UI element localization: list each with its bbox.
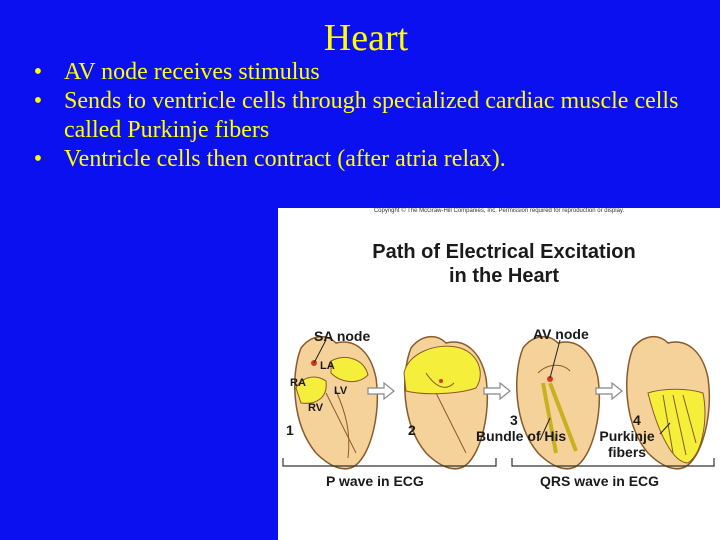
heart-excitation-figure xyxy=(278,208,720,540)
bullet-list xyxy=(28,58,708,174)
bullet-item xyxy=(28,145,708,174)
heart-diagram-art xyxy=(278,208,720,540)
ra-label: RA xyxy=(290,377,306,389)
purkinje-label-line1: Purkinje xyxy=(599,428,655,444)
qrs-wave-label: QRS wave in ECG xyxy=(540,473,660,489)
copyright-notice: Copyright © The McGraw-Hill Companies, Inc. Permission required for reproduction or display. xyxy=(373,208,625,214)
bullet-dot: • xyxy=(33,88,43,114)
slide-title: Heart xyxy=(323,17,409,59)
purkinje-fibers-label xyxy=(590,428,664,460)
bullet-item xyxy=(28,58,708,87)
purkinje-label-line2: fibers xyxy=(607,444,647,460)
bundle-of-his-label: Bundle of His xyxy=(476,428,567,444)
av-node-label: AV node xyxy=(533,326,589,342)
bullet-text: AV node receives stimulus xyxy=(64,59,320,85)
la-label: LA xyxy=(320,360,335,372)
bullet-text: Ventricle cells then contract (after atria relax). xyxy=(64,146,506,172)
figure-title-line1: Path of Electrical Excitation xyxy=(372,241,636,263)
bullet-dot: • xyxy=(33,146,43,172)
figure-title-line2: in the Heart xyxy=(448,265,560,287)
lv-label: LV xyxy=(334,385,348,397)
heart-stage-2 xyxy=(404,337,487,469)
rv-label: RV xyxy=(308,402,324,414)
heart-stage-3 xyxy=(517,337,600,469)
bullet-text: Sends to ventricle cells through specialized cardiac muscle cells called Purkinje fibers xyxy=(64,88,679,143)
bullet-dot: • xyxy=(33,59,43,85)
step-3-label: 3 xyxy=(510,412,518,428)
step-2-label: 2 xyxy=(408,422,416,438)
step-4-label: 4 xyxy=(633,412,641,428)
step-1-label: 1 xyxy=(286,422,294,438)
sa-node-label: SA node xyxy=(314,328,371,344)
bullet-item xyxy=(28,87,708,145)
p-wave-label: P wave in ECG xyxy=(326,473,424,489)
